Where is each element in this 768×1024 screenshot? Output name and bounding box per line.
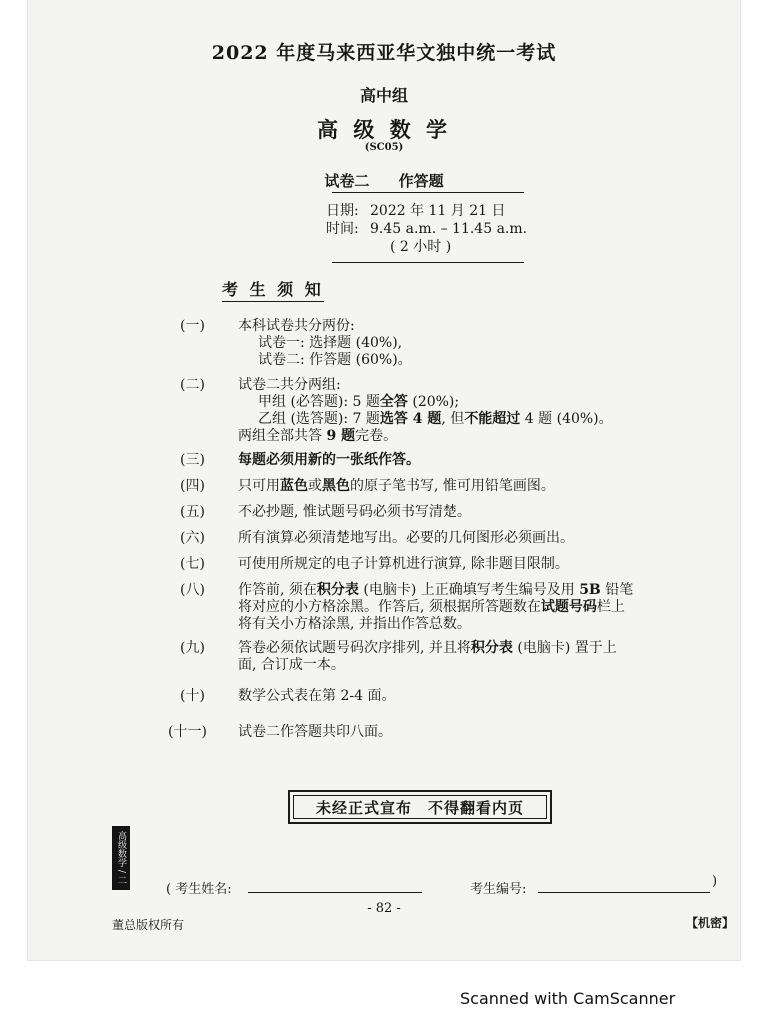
duration: ( 2 小时 ) xyxy=(390,239,452,255)
instruction-text: 作答前, 须在积分表 (电脑卡) 上正确填写考生编号及用 5B 铅笔 xyxy=(238,582,634,598)
instruction-text: 两组全部共答 9 题完卷。 xyxy=(238,428,398,444)
instruction-text: 乙组 (选答题): 7 题选答 4 题, 但不能超过 4 题 (40%)。 xyxy=(258,411,613,427)
instruction-text: 试卷二: 作答题 (60%)。 xyxy=(258,352,412,368)
exam-title: 2022 年度马来西亚华文独中统一考试 xyxy=(211,42,557,64)
confidential-mark: 【机密】 xyxy=(686,916,735,930)
candidate-name-label: ( 考生姓名: xyxy=(166,882,232,897)
time-value: 9.45 a.m. – 11.45 a.m. xyxy=(370,221,528,237)
scanner-watermark: Scanned with CamScanner xyxy=(460,989,676,1008)
instruction-number: (十一) xyxy=(168,724,207,740)
do-not-open-notice: 未经正式宣布 不得翻看内页 xyxy=(288,790,552,824)
instruction-text: 答卷必须依试题号码次序排列, 并且将积分表 (电脑卡) 置于上 xyxy=(238,640,617,656)
instruction-text: 试卷一: 选择题 (40%), xyxy=(258,335,403,351)
paper-type: 作答题 xyxy=(398,172,444,190)
subject-title: 高 级 数 学 xyxy=(317,117,451,142)
instruction-text: 不必抄题, 惟试题号码必须书写清楚。 xyxy=(238,504,471,520)
paper-line xyxy=(0,170,768,191)
instruction-number: (一) xyxy=(180,318,205,334)
instruction-number: (五) xyxy=(180,504,205,520)
time-label: 时间: xyxy=(326,221,359,237)
instruction-text: 本科试卷共分两份: xyxy=(238,318,355,334)
instruction-number: (七) xyxy=(180,556,205,572)
header-rule-bottom xyxy=(332,262,524,263)
instruction-text: 将对应的小方格涂黑。作答后, 须根据所答题数在试题号码栏上 xyxy=(238,599,625,615)
instructions-heading: 考 生 须 知 xyxy=(222,277,324,302)
candidate-id-field[interactable] xyxy=(538,892,710,893)
subject-code: (SC05) xyxy=(364,142,404,153)
instruction-text: 每题必须用新的一张纸作答。 xyxy=(238,452,420,468)
candidate-id-label: 考生编号: xyxy=(470,882,527,897)
instruction-text: 试卷二共分两组: xyxy=(238,377,341,393)
instruction-text: 数学公式表在第 2-4 面。 xyxy=(238,688,396,704)
instruction-text: 只可用蓝色或黑色的原子笔书写, 惟可用铅笔画图。 xyxy=(238,478,555,494)
copyright-notice: 董总版权所有 xyxy=(112,918,185,932)
closing-parenthesis: ) xyxy=(712,874,718,889)
candidate-name-field[interactable] xyxy=(248,892,422,893)
page-number: - 82 - xyxy=(367,901,401,916)
instruction-number: (九) xyxy=(180,640,205,656)
date-value: 2022 年 11 月 21 日 xyxy=(370,203,506,219)
instruction-text: 甲组 (必答题): 5 题全答 (20%); xyxy=(258,394,460,410)
instruction-number: (二) xyxy=(180,377,205,393)
instruction-number: (四) xyxy=(180,478,205,494)
time-line xyxy=(326,220,527,238)
instruction-number: (八) xyxy=(180,582,205,598)
instruction-text: 所有演算必须清楚地写出。必要的几何图形必须画出。 xyxy=(238,530,574,546)
instruction-number: (十) xyxy=(180,688,205,704)
instruction-text: 面, 合订成一本。 xyxy=(238,657,345,673)
date-label: 日期: xyxy=(326,203,359,219)
instruction-number: (三) xyxy=(180,452,205,468)
instruction-text: 将有关小方格涂黑, 并指出作答总数。 xyxy=(238,616,471,632)
header-rule-top xyxy=(332,192,524,193)
exam-group: 高中组 xyxy=(359,86,408,105)
paper-label: 试卷二 xyxy=(324,172,370,190)
instruction-text: 试卷二作答题共印八面。 xyxy=(238,724,392,740)
instruction-number: (六) xyxy=(180,530,205,546)
subject-side-tab: 高级数学 / 二 xyxy=(112,826,130,890)
date-line xyxy=(326,202,506,220)
instruction-text: 可使用所规定的电子计算机进行演算, 除非题目限制。 xyxy=(238,556,569,572)
